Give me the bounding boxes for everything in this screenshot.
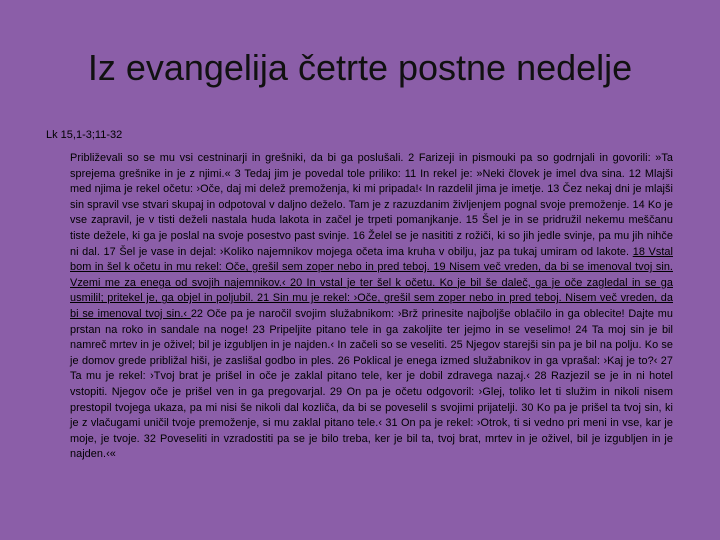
passage-text-underlined: 18 Vstal bom in šel k očetu in mu rekel: Oče, grešil sem zoper nebo in pred teboj. 19 Nisem več vreden, da bi se imenoval tvoj sin. Vzemi me za enega od svojih najemnikov.‹ 20 In vstal je ter šel k očetu. Ko je bil še daleč, ga je oče zagledal in se ga usmilil; pritekel je, ga objel in poljubil. 21 Sin mu je rekel: ›Oče, grešil sem zoper nebo in pred teboj. Nisem več vreden, da bi se imenoval tvoj sin.‹ — [70, 245, 673, 320]
scripture-reference: Lk 15,1-3;11-32 — [46, 129, 123, 141]
passage-text: 22 Oče pa je naročil svojim služabnikom: ›Brž prinesite najboljše oblačilo in ga oblecite! Dajte mu prstan na roko in sandale na noge! 23 Pripeljite pitano tele in ga zakoljite ter jejmo in se veselimo! 24 Ta moj sin je bil namreč mrtev in je oživel; bil je izgubljen in je najden.‹ In začeli so se veseliti. 25 Njegov starejši sin pa je bil na polju. Ko se je domov grede približal hiši, je zaslišal godbo in ples. 26 Poklical je enega izmed služabnikov in ga vprašal: ›Kaj je to?‹ 27 Ta mu je rekel: ›Tvoj brat je prišel in oče je zaklal pitano tele, ker je dobil zdravega nazaj.‹ 28 Razjezil se je in ni hotel vstopiti. Njegov oče je prišel ven in ga pregovarjal. 29 On pa je očetu odgovoril: ›Glej, toliko let ti služim in nikoli nisem prestopil tvojega ukaza, pa mi nisi še nikoli dal kozliča, da bi se poveselil s svojimi prijatelji. 30 Ko pa je prišel ta tvoj sin, ki je z vlačugami uničil tvoje premoženje, si mu zaklal pitano tele.‹ 31 On pa je rekel: ›Otrok, ti si vedno pri meni in vse, kar je moje, je tvoje. 32 Poveseliti in vzradostiti pa se je bilo treba, ker je bil ta, tvoj brat, mrtev in je oživel, bil je izgubljen in je najden.‹« — [70, 307, 674, 461]
gospel-passage — [70, 151, 673, 463]
slide-title: Iz evangelija četrte postne nedelje — [87, 47, 633, 88]
passage-text: Približevali so se mu vsi cestninarji in grešniki, da bi ga poslušali. 2 Farizeji in pismouki pa so godrnjali in govorili: »Ta sprejema grešnike in je z njimi.« 3 Tedaj jim je povedal tole priliko: 11 In rekel je: »Neki človek je imel dva sina. 12 Mlajši med njima je rekel očetu: ›Oče, daj mi delež premoženja, ki mi pripada!‹ In razdelil jima je imetje. 13 Čez nekaj dni je mlajši sin spravil vse stvari skupaj in odpotoval v daljno deželo. Tam je z razuzdanim življenjem pognal svoje premoženje. 14 Ko je vse zapravil, je v tisti deželi nastala huda lakota in začel je trpeti pomanjkanje. 15 Šel je in se pridružil nekemu meščanu tiste dežele, ki ga je poslal na svoje posestvo past svinje. 16 Želel se je nasititi z rožiči, ki so jih jedle svinje, pa mu jih nihče ni dal. 17 Šel je vase in dejal: ›Koliko najemnikov mojega očeta ima kruha v obilju, jaz pa tukaj umiram od lakote. — [70, 152, 673, 258]
